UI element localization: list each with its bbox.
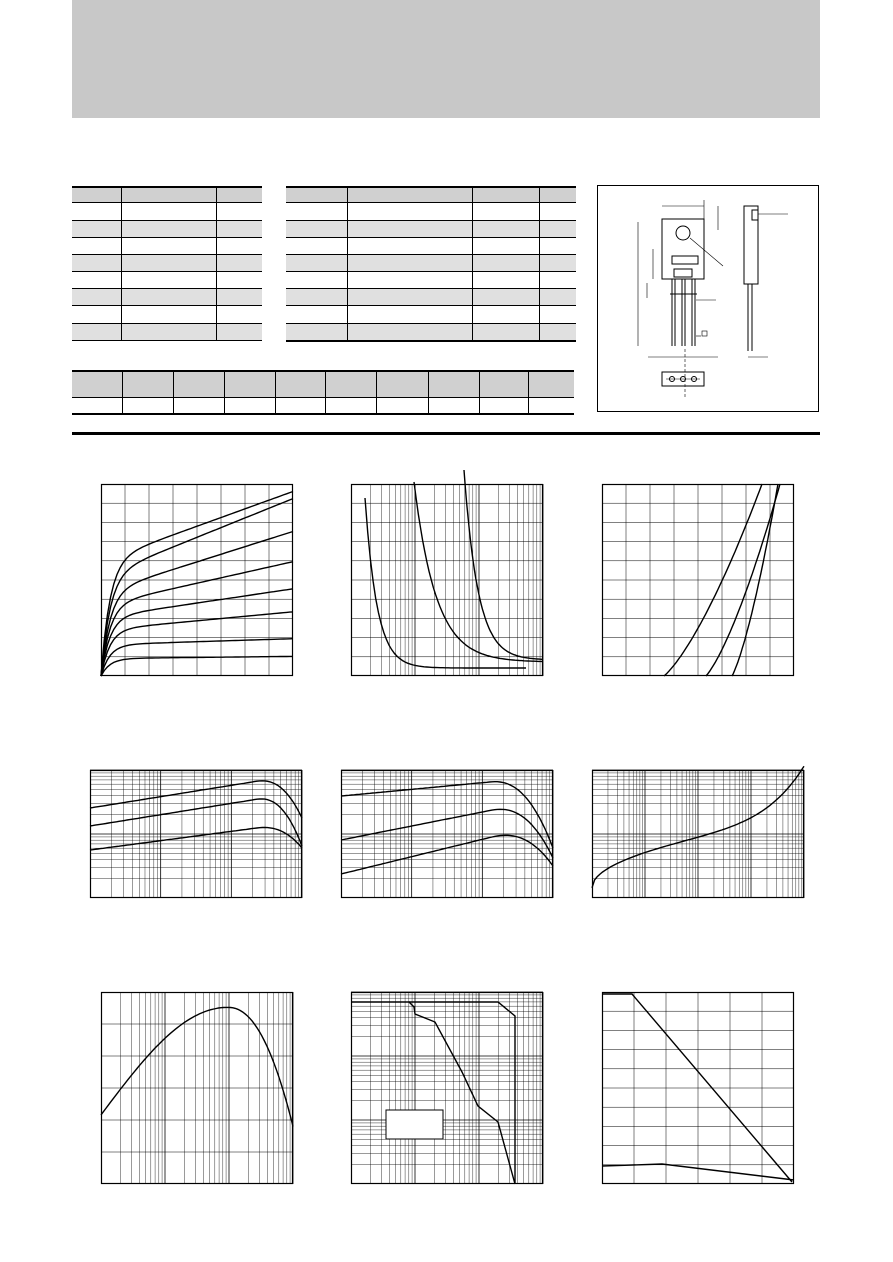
graph-thermal xyxy=(592,770,804,898)
plot-area xyxy=(602,484,794,676)
graph-ic-vbe xyxy=(602,484,794,676)
plot-area xyxy=(341,770,553,898)
graph-hfe-ic-2 xyxy=(341,770,553,898)
graph-pc-ta xyxy=(602,992,794,1184)
plot-area xyxy=(592,770,804,898)
graph-ft-ic xyxy=(101,992,293,1184)
plot-area xyxy=(90,770,302,898)
graph-soa xyxy=(351,992,543,1184)
package-outline xyxy=(597,185,819,412)
header-band xyxy=(72,0,820,118)
graph-vce-ib xyxy=(351,484,543,676)
plot-area xyxy=(602,992,794,1184)
plot-area xyxy=(101,484,293,676)
plot-frame xyxy=(352,993,543,1184)
plot-area xyxy=(351,484,543,676)
plot-area xyxy=(101,992,293,1184)
section-divider xyxy=(72,432,820,435)
inset-box xyxy=(386,1110,443,1139)
plot-area xyxy=(351,992,543,1184)
package-drawing xyxy=(598,186,820,413)
graph-hfe-ic-1 xyxy=(90,770,302,898)
table-header-row xyxy=(286,186,576,202)
table-header-row xyxy=(72,186,262,202)
graph-ic-vce xyxy=(101,484,293,676)
